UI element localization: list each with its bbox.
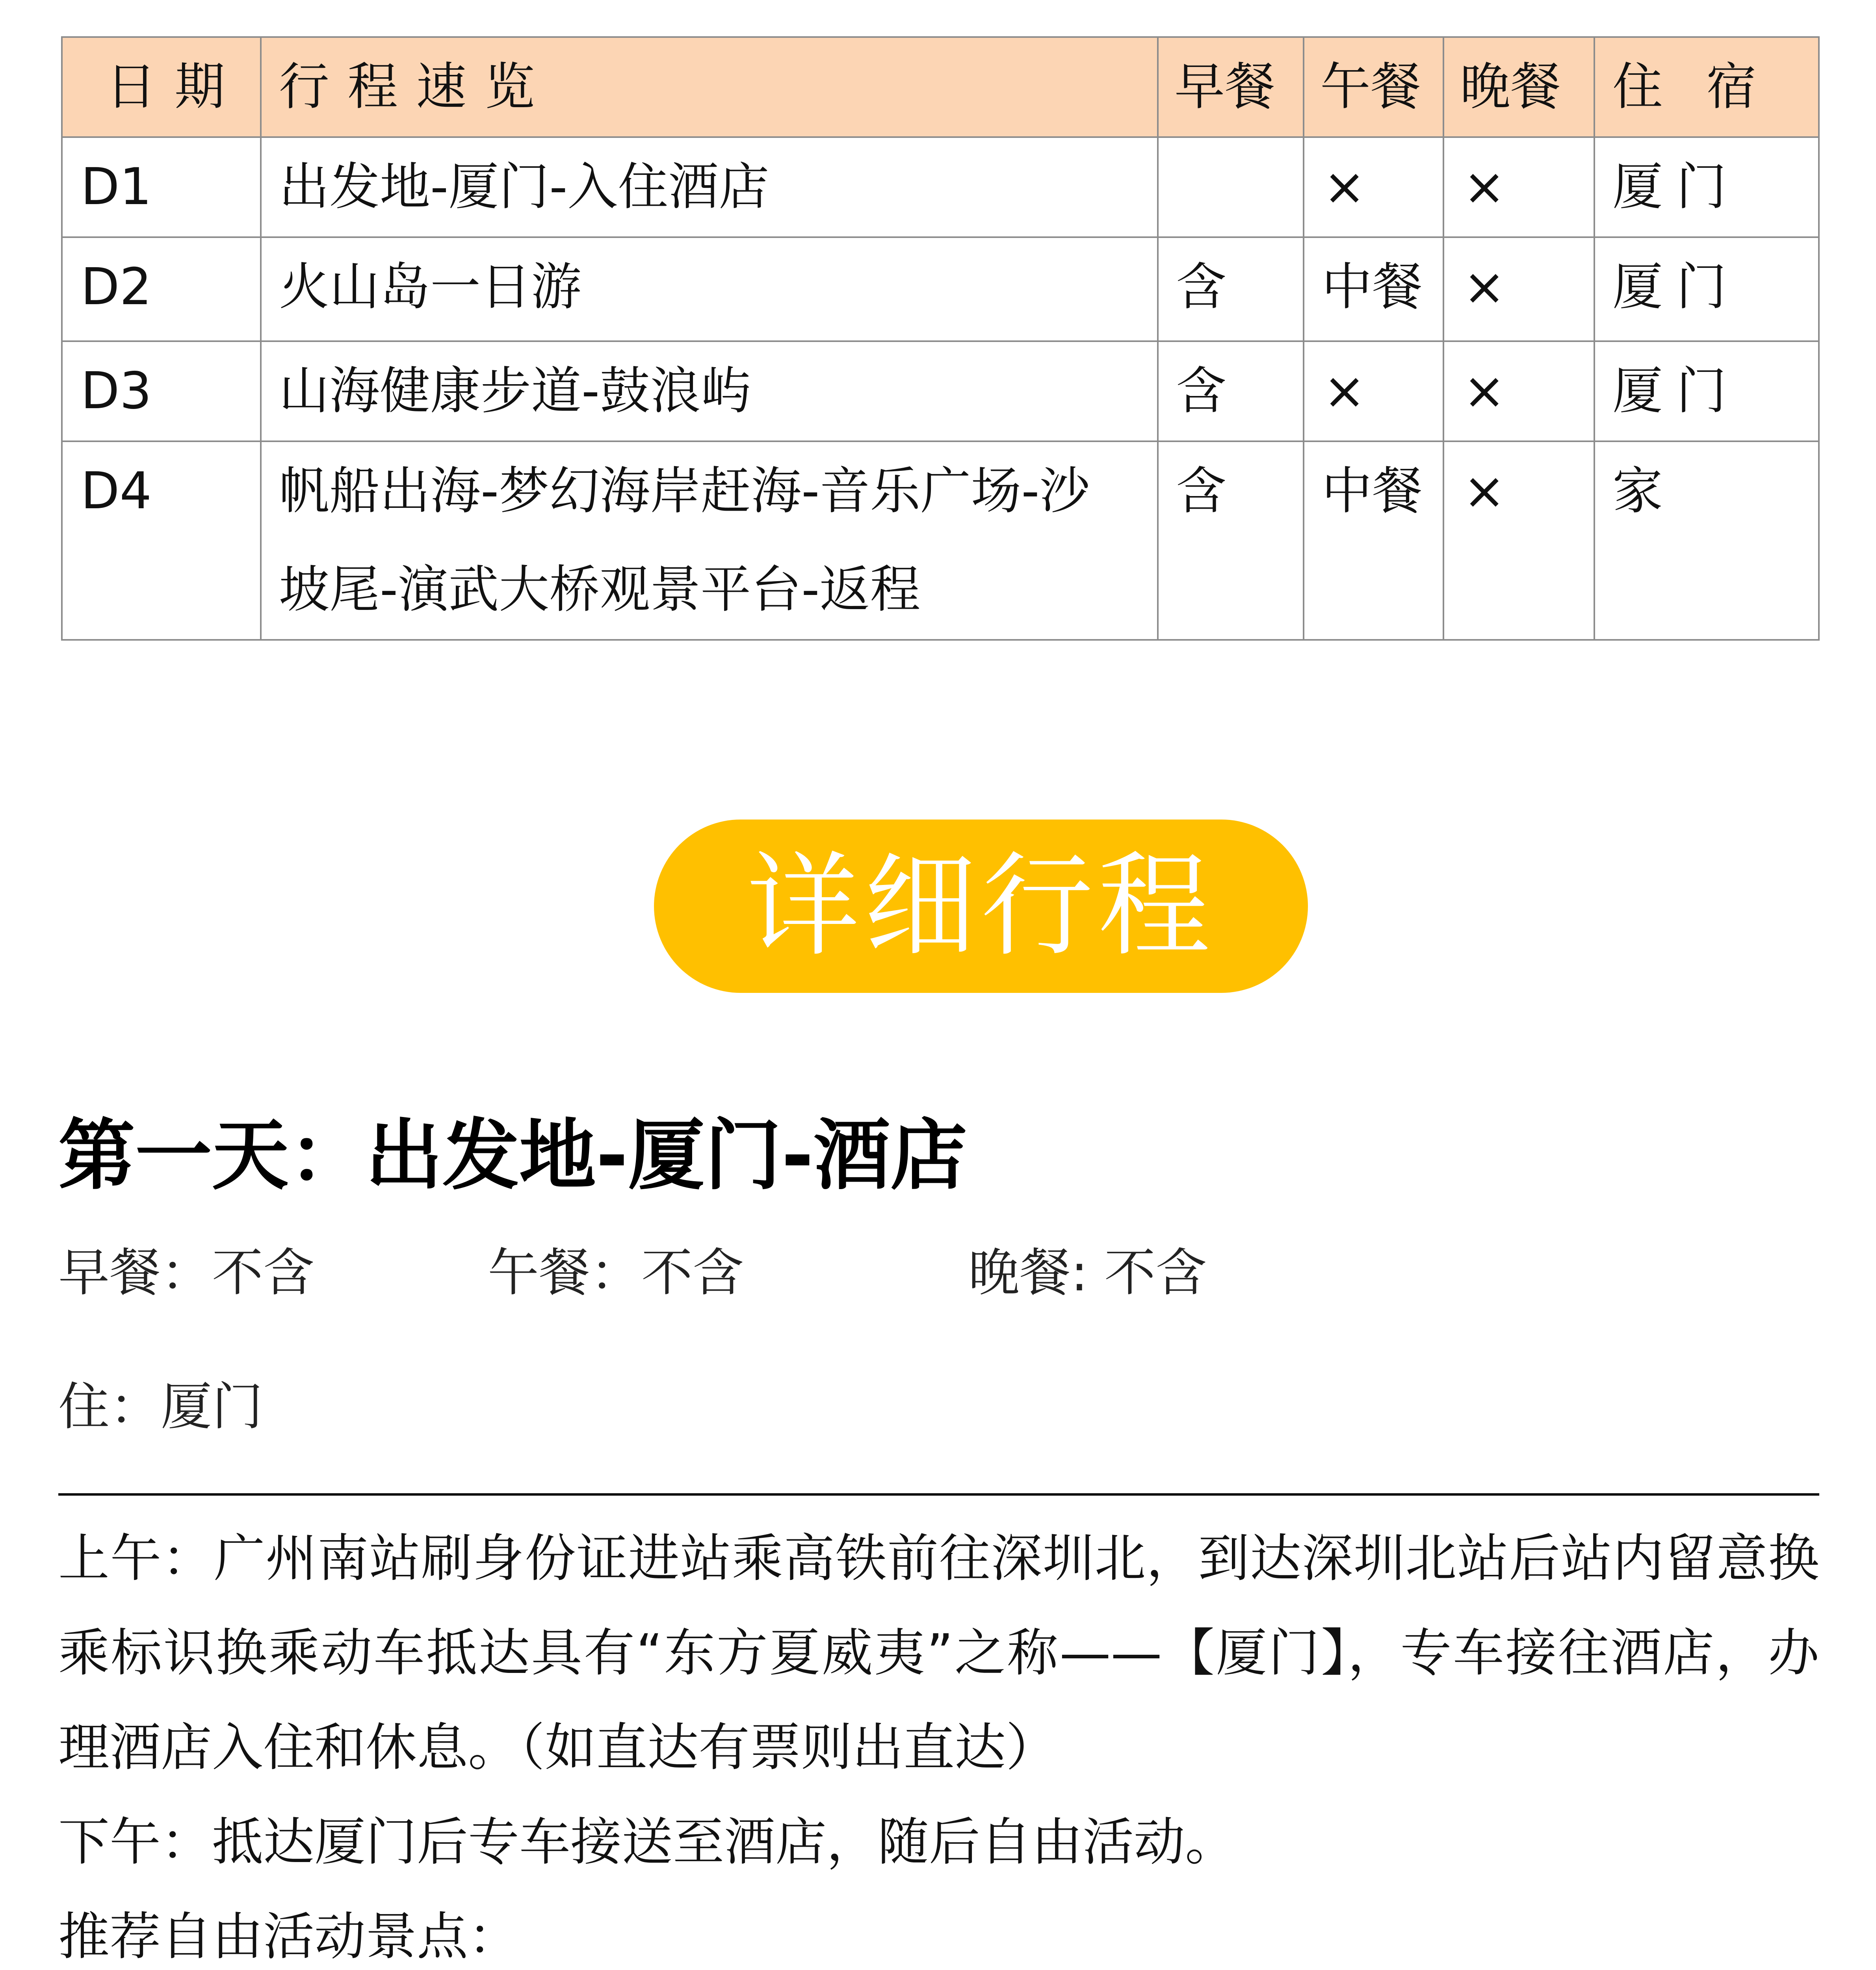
day-cell: D2	[62, 237, 261, 341]
stay-cell: 家	[1594, 441, 1819, 640]
table-row	[62, 441, 1819, 640]
itinerary-cell	[261, 441, 1158, 640]
stay-cell: 厦门	[1594, 237, 1819, 341]
section-header-text: 详细行程	[747, 840, 1215, 972]
day-title: 第一天：出发地-厦门-酒店	[58, 1111, 967, 1200]
lunch-cell: ×	[1304, 137, 1443, 237]
breakfast-cell: 含	[1158, 237, 1304, 341]
lunch-cell: 中餐	[1304, 237, 1443, 341]
recommend-title: 推荐自由活动景点：	[58, 1907, 520, 1966]
dinner-info: 晚餐: 不含	[968, 1243, 1207, 1303]
section-header-pill	[654, 820, 1308, 993]
dinner-cell: ×	[1443, 137, 1594, 237]
table-row	[62, 341, 1819, 441]
stay-cell: 厦门	[1594, 341, 1819, 441]
dinner-cell: ×	[1443, 237, 1594, 341]
stay-info: 住：厦门	[58, 1377, 264, 1437]
itinerary-line: 帆船出海-梦幻海岸赶海-音乐广场-沙	[279, 462, 1090, 520]
breakfast-cell: 含	[1158, 441, 1304, 640]
divider	[58, 1493, 1819, 1496]
table-row	[62, 237, 1819, 341]
header-dinner: 晚餐	[1443, 37, 1594, 137]
itinerary-cell: 出发地-厦门-入住酒店	[261, 137, 1158, 237]
header-itinerary: 行程速览	[261, 37, 1158, 137]
dinner-cell: ×	[1443, 341, 1594, 441]
meal-info	[58, 1241, 1792, 1304]
itinerary-line: 坡尾-演武大桥观景平台-返程	[279, 560, 921, 619]
header-lunch: 午餐	[1304, 37, 1443, 137]
day-cell: D3	[62, 341, 261, 441]
day-cell: D1	[62, 137, 261, 237]
dinner-cell: ×	[1443, 441, 1594, 640]
lunch-cell: ×	[1304, 341, 1443, 441]
breakfast-cell	[1158, 137, 1304, 237]
itinerary-cell: 火山岛一日游	[261, 237, 1158, 341]
lunch-cell: 中餐	[1304, 441, 1443, 640]
day-cell: D4	[62, 441, 261, 640]
header-stay: 住宿	[1594, 37, 1819, 137]
day-description	[58, 1511, 1819, 1970]
afternoon-paragraph: 下午：抵达厦门后专车接送至酒店，随后自由活动。	[58, 1812, 1237, 1872]
stay-cell: 厦门	[1594, 137, 1819, 237]
table-header-row	[62, 37, 1819, 137]
itinerary-cell: 山海健康步道-鼓浪屿	[261, 341, 1158, 441]
itinerary-summary-table	[61, 36, 1820, 641]
header-breakfast: 早餐	[1158, 37, 1304, 137]
header-date: 日期	[62, 37, 261, 137]
lunch-info: 午餐：不含	[488, 1243, 744, 1303]
breakfast-cell: 含	[1158, 341, 1304, 441]
breakfast-info: 早餐：不含	[58, 1243, 315, 1303]
table-row	[62, 137, 1819, 237]
morning-paragraph: 上午：广州南站刷身份证进站乘高铁前往深圳北，到达深圳北站后站内留意换乘标识换乘动车抵达具有“东方夏威夷”之称——【厦门】，专车接往酒店，办理酒店入住和休息。（如直达有票则出直达）	[58, 1528, 1819, 1777]
